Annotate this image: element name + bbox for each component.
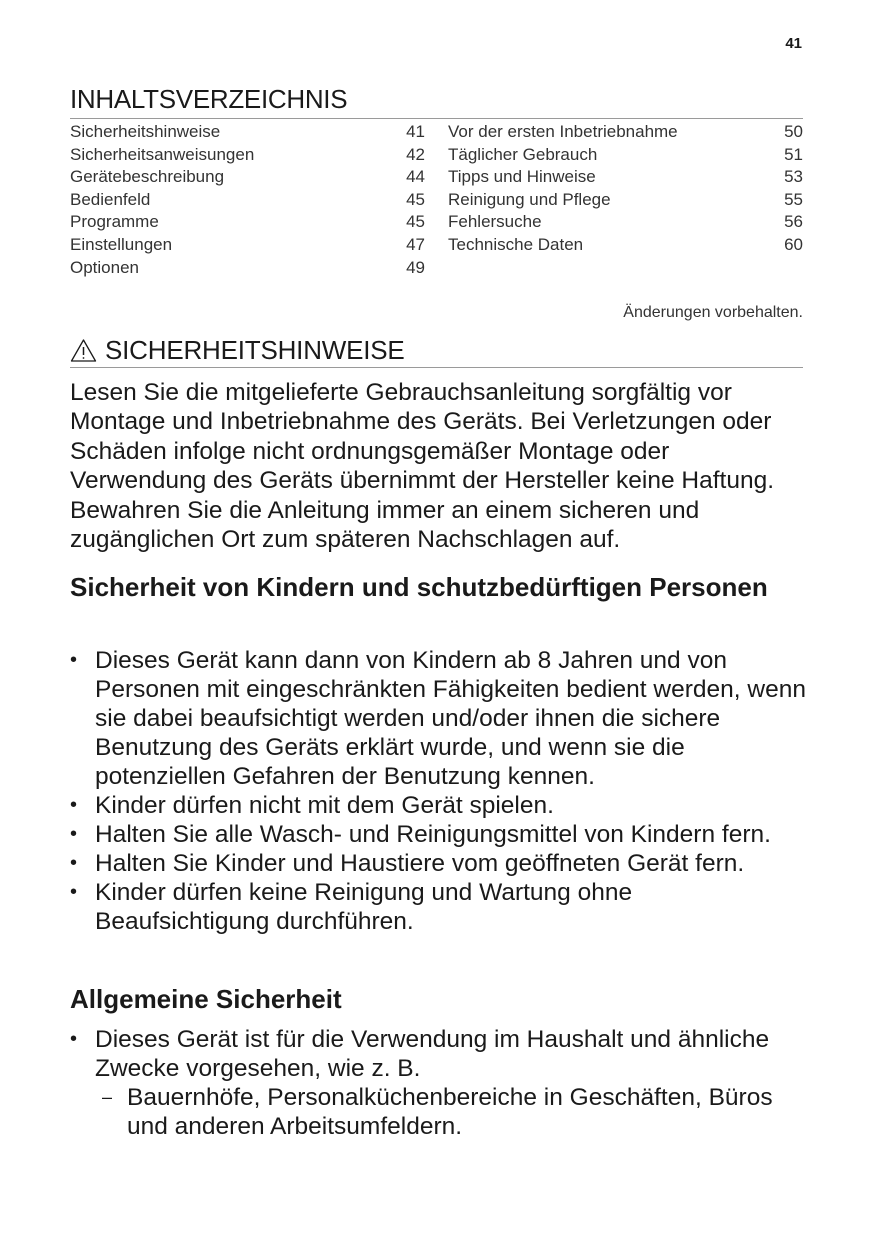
bullet-icon: • [70, 852, 78, 874]
bullet-icon: • [70, 649, 78, 671]
toc-entry-label: Gerätebeschreibung [70, 167, 225, 187]
children-safety-heading: Sicherheit von Kindern und schutzbedürftigen Personen [70, 572, 768, 602]
toc-entry-label: Programme [70, 212, 159, 232]
toc-entry-label: Reinigung und Pflege [448, 189, 611, 209]
list-item-text: Kinder dürfen keine Reinigung und Wartung ohne Beaufsichtigung durchführen. [95, 879, 633, 935]
toc-divider [70, 118, 803, 119]
toc-entry-page: 49 [406, 257, 425, 277]
bullet-icon: • [70, 881, 78, 903]
toc-right-column [448, 121, 803, 257]
list-item [70, 878, 810, 936]
general-safety-sublist [95, 1083, 810, 1141]
list-item [70, 849, 810, 878]
toc-entry [448, 121, 803, 144]
toc-entry-label: Vor der ersten Inbetriebnahme [448, 122, 678, 141]
toc-entry [448, 211, 803, 234]
toc-entry [70, 121, 425, 144]
list-item-text: Halten Sie Kinder und Haustiere vom geöffneten Gerät fern. [95, 850, 745, 877]
toc-entry [448, 166, 803, 189]
toc-note: Änderungen vorbehalten. [623, 304, 803, 321]
toc-entry-page: 60 [784, 234, 803, 254]
list-item-text: Halten Sie alle Wasch- und Reinigungsmittel von Kindern fern. [95, 821, 771, 848]
toc-entry-label: Bedienfeld [70, 189, 151, 209]
toc-entry [70, 144, 425, 167]
list-item [70, 646, 810, 791]
toc-entry-label: Tipps und Hinweise [448, 167, 596, 187]
toc-entry-label: Sicherheitsanweisungen [70, 144, 255, 164]
list-item [70, 820, 810, 849]
toc-entry-page: 55 [784, 189, 803, 209]
bullet-icon: • [70, 794, 78, 816]
toc-entry-page: 42 [406, 144, 425, 164]
toc-entry-page: 45 [406, 212, 425, 232]
toc-entry-page: 47 [406, 234, 425, 254]
list-item-text: Dieses Gerät kann dann von Kindern ab 8 Jahren und von Personen mit eingeschränkten Fähigkeiten bedient werden, wenn sie dabei beaufsichtigt werden und/oder ihnen die sichere Benutzung des Geräts erklärt wurde, und wenn sie die potenziellen Gefahren der Benutzung kennen. [95, 647, 806, 790]
toc-entry-label: Optionen [70, 257, 139, 277]
toc-entry [448, 144, 803, 167]
toc-entry-page: 45 [406, 189, 425, 209]
toc-entry-label: Technische Daten [448, 234, 584, 254]
toc-entry-page: 53 [784, 167, 803, 187]
bullet-icon: • [70, 823, 78, 845]
toc-entry-label: Fehlersuche [448, 212, 542, 232]
general-safety-list [70, 1025, 810, 1141]
general-safety-heading: Allgemeine Sicherheit [70, 984, 342, 1014]
toc-entry-label: Täglicher Gebrauch [448, 144, 598, 164]
page-number: 41 [785, 35, 802, 52]
warning-triangle-icon [70, 338, 97, 363]
toc-entry-label: Einstellungen [70, 234, 173, 254]
toc-entry [448, 234, 803, 257]
list-item-text: Kinder dürfen nicht mit dem Gerät spielen. [95, 792, 554, 819]
section-title: SICHERHEITSHINWEISE [105, 335, 405, 365]
bullet-icon: • [70, 1028, 78, 1050]
sub-list-item-text: Bauernhöfe, Personalküchenbereiche in Geschäften, Büros und anderen Arbeitsumfeldern. [127, 1084, 773, 1140]
sub-list-item [95, 1083, 810, 1141]
toc-entry-page: 51 [784, 144, 803, 164]
list-item [70, 1025, 810, 1141]
section-heading [70, 335, 405, 366]
dash-icon: – [102, 1087, 113, 1107]
toc-entry [70, 189, 425, 212]
list-item-text: Dieses Gerät ist für die Verwendung im Haushalt und ähnliche Zwecke vorgesehen, wie z. B. [95, 1026, 770, 1082]
toc-left-column [70, 121, 425, 279]
intro-paragraph: Lesen Sie die mitgelieferte Gebrauchsanleitung sorgfältig vor Montage und Inbetriebnahme des Geräts. Bei Verletzungen oder Schäden infolge nicht ordnungsgemäßer Montage oder Verwendung des Geräts übernimmt der Hersteller keine Haftung. Bewahren Sie die Anleitung immer an einem sicheren und zugänglichen Ort zum späteren Nachschlagen auf. [70, 379, 775, 554]
list-item [70, 791, 810, 820]
toc-entry [448, 189, 803, 212]
section-divider [70, 367, 803, 368]
toc-entry-page: 41 [406, 122, 425, 141]
toc-entry [70, 234, 425, 257]
toc-entry-page: 50 [784, 122, 803, 141]
children-safety-list [70, 646, 810, 936]
toc-entry-label: Sicherheitshinweise [70, 122, 221, 141]
toc-entry-page: 56 [784, 212, 803, 232]
toc-entry [70, 166, 425, 189]
toc-entry [70, 211, 425, 234]
toc-entry-page: 44 [406, 167, 425, 187]
toc-entry [70, 257, 425, 280]
toc-title: INHALTSVERZEICHNIS [70, 84, 348, 114]
